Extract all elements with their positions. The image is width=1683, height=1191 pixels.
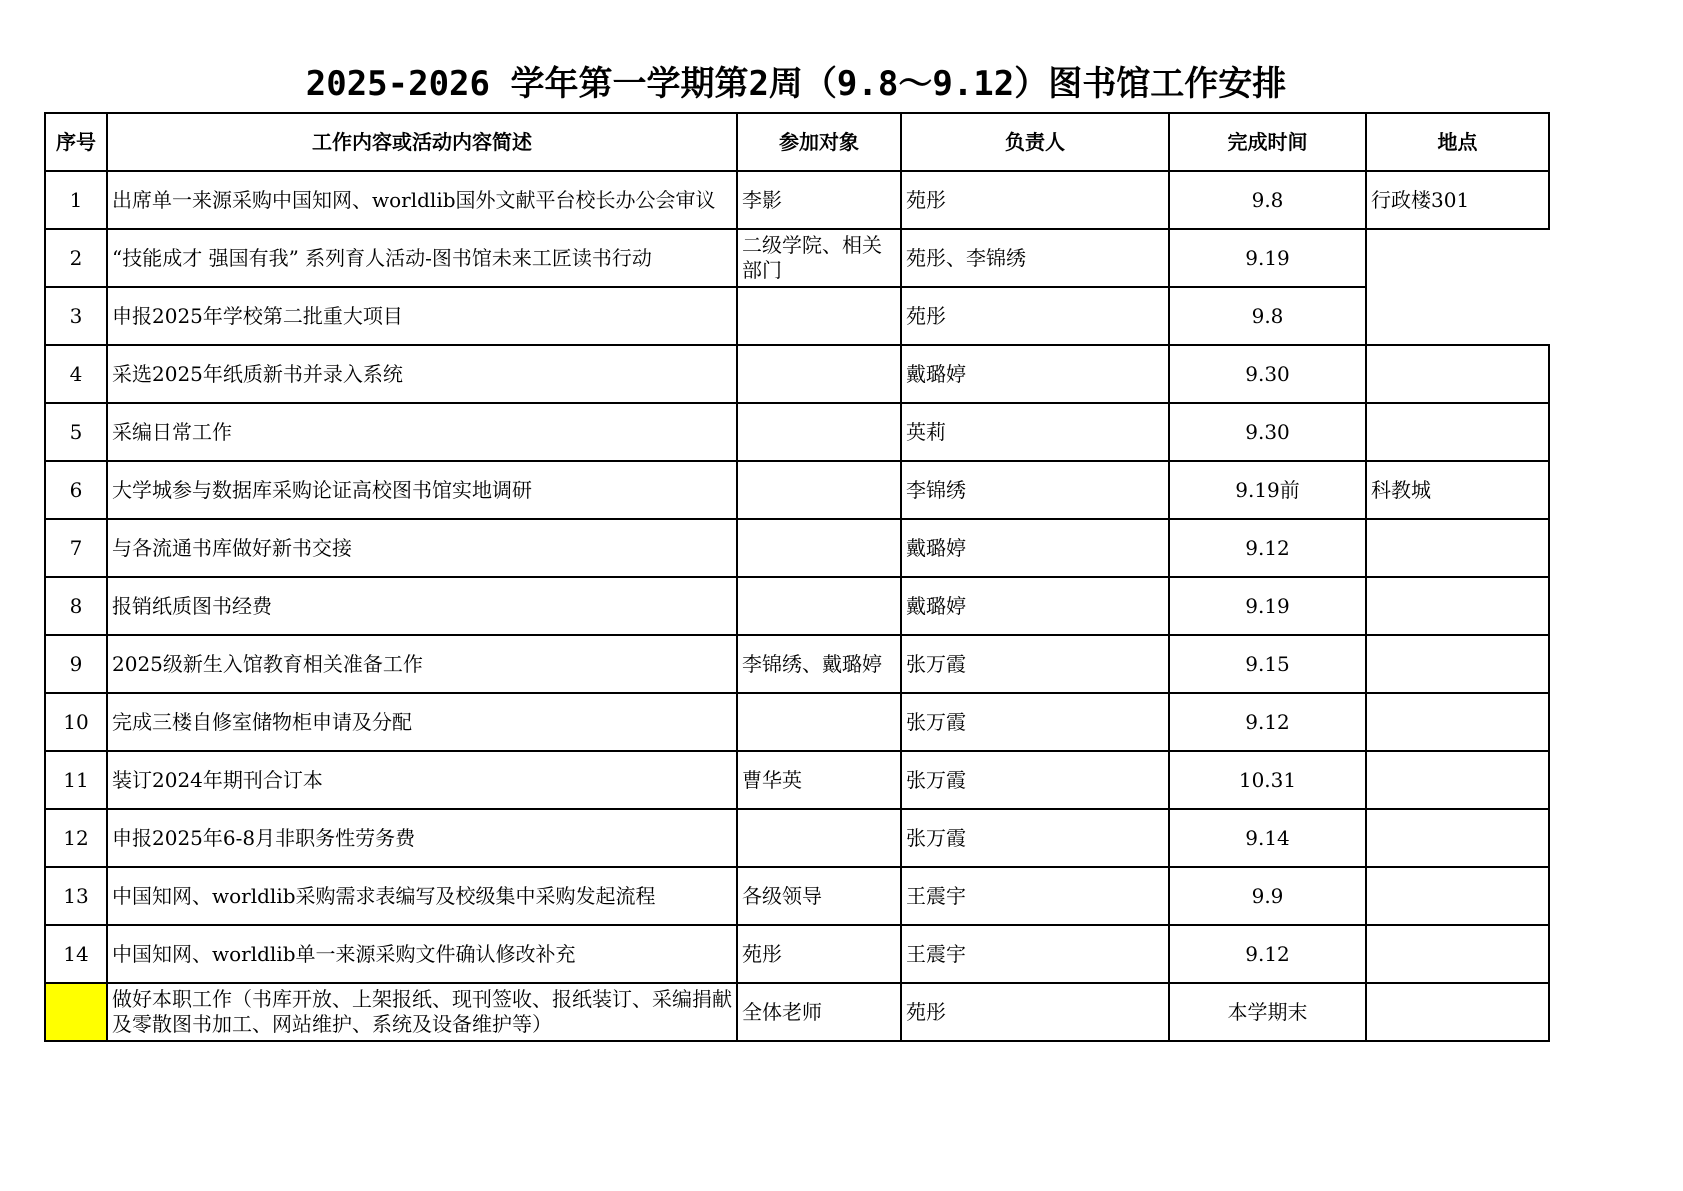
cell-no: 9 [45,635,107,693]
cell-time: 9.30 [1169,403,1366,461]
cell-time: 9.8 [1169,287,1366,345]
cell-participants [737,345,901,403]
cell-content: 大学城参与数据库采购论证高校图书馆实地调研 [107,461,737,519]
cell-content: 报销纸质图书经费 [107,577,737,635]
cell-participants: 各级领导 [737,867,901,925]
page-title: 2025-2026 学年第一学期第2周（9.8～9.12）图书馆工作安排 [305,64,1287,104]
cell-time: 9.19 [1169,577,1366,635]
cell-no: 4 [45,345,107,403]
cell-place [1366,229,1549,345]
cell-owner: 戴璐婷 [901,577,1169,635]
table-row [45,403,1549,461]
cell-no: 3 [45,287,107,345]
cell-time: 9.14 [1169,809,1366,867]
cell-owner: 王震宇 [901,925,1169,983]
cell-participants [737,287,901,345]
cell-content: 中国知网、worldlib采购需求表编写及校级集中采购发起流程 [107,867,737,925]
table-row [45,925,1549,983]
cell-time: 10.31 [1169,751,1366,809]
header-place: 地点 [1366,113,1549,171]
cell-content: 采编日常工作 [107,403,737,461]
cell-owner: 李锦绣 [901,461,1169,519]
schedule-table [44,112,1550,1042]
cell-owner: 苑彤 [901,287,1169,345]
header-content: 工作内容或活动内容简述 [107,113,737,171]
cell-no: 8 [45,577,107,635]
cell-place [1366,867,1549,925]
cell-content: “技能成才 强国有我” 系列育人活动-图书馆未来工匠读书行动 [107,229,737,287]
cell-no: 6 [45,461,107,519]
cell-place [1366,403,1549,461]
cell-no: 5 [45,403,107,461]
cell-place [1366,693,1549,751]
cell-participants: 苑彤 [737,925,901,983]
cell-time: 9.30 [1169,345,1366,403]
cell-participants: 曹华英 [737,751,901,809]
cell-place [1366,983,1549,1041]
cell-participants [737,461,901,519]
cell-owner: 苑彤 [901,171,1169,229]
table-row [45,693,1549,751]
header-row [45,113,1549,171]
cell-time: 9.12 [1169,925,1366,983]
table-row [45,171,1549,229]
cell-owner: 张万霞 [901,693,1169,751]
table-row [45,809,1549,867]
cell-owner: 张万霞 [901,809,1169,867]
cell-participants: 李影 [737,171,901,229]
cell-time: 9.9 [1169,867,1366,925]
cell-no: 12 [45,809,107,867]
cell-content: 申报2025年学校第二批重大项目 [107,287,737,345]
header-participants: 参加对象 [737,113,901,171]
cell-time: 9.12 [1169,693,1366,751]
cell-owner: 英莉 [901,403,1169,461]
table-row [45,983,1549,1041]
cell-place: 科教城 [1366,461,1549,519]
cell-place [1366,519,1549,577]
cell-no: 1 [45,171,107,229]
table-row [45,635,1549,693]
cell-owner: 苑彤、李锦绣 [901,229,1169,287]
cell-content: 采选2025年纸质新书并录入系统 [107,345,737,403]
cell-owner: 戴璐婷 [901,519,1169,577]
cell-content: 完成三楼自修室储物柜申请及分配 [107,693,737,751]
table-row [45,867,1549,925]
cell-participants: 李锦绣、戴璐婷 [737,635,901,693]
cell-owner: 张万霞 [901,635,1169,693]
cell-no-highlighted [45,983,107,1041]
table-row [45,577,1549,635]
table-row [45,751,1549,809]
header-owner: 负责人 [901,113,1169,171]
cell-owner: 苑彤 [901,983,1169,1041]
cell-no: 11 [45,751,107,809]
cell-participants [737,809,901,867]
cell-content: 与各流通书库做好新书交接 [107,519,737,577]
cell-no: 2 [45,229,107,287]
cell-owner: 王震宇 [901,867,1169,925]
cell-owner: 张万霞 [901,751,1169,809]
cell-place [1366,751,1549,809]
cell-no: 13 [45,867,107,925]
cell-participants: 全体老师 [737,983,901,1041]
cell-place [1366,809,1549,867]
cell-owner: 戴璐婷 [901,345,1169,403]
cell-time: 9.19 [1169,229,1366,287]
header-no: 序号 [45,113,107,171]
cell-content: 2025级新生入馆教育相关准备工作 [107,635,737,693]
table-row [45,345,1549,403]
cell-no: 10 [45,693,107,751]
cell-participants [737,693,901,751]
table-row [45,287,1549,345]
cell-participants [737,403,901,461]
table-row [45,229,1549,287]
cell-participants [737,519,901,577]
cell-time: 本学期末 [1169,983,1366,1041]
cell-content: 做好本职工作（书库开放、上架报纸、现刊签收、报纸装订、采编捐献及零散图书加工、网站维护、系统及设备维护等） [107,983,737,1041]
table-row [45,519,1549,577]
cell-participants [737,577,901,635]
cell-time: 9.19前 [1169,461,1366,519]
cell-place [1366,577,1549,635]
cell-content: 装订2024年期刊合订本 [107,751,737,809]
cell-place [1366,345,1549,403]
cell-place: 行政楼301 [1366,171,1549,229]
cell-no: 14 [45,925,107,983]
cell-content: 出席单一来源采购中国知网、worldlib国外文献平台校长办公会审议 [107,171,737,229]
table-row [45,461,1549,519]
cell-content: 申报2025年6-8月非职务性劳务费 [107,809,737,867]
cell-content: 中国知网、worldlib单一来源采购文件确认修改补充 [107,925,737,983]
cell-no: 7 [45,519,107,577]
header-time: 完成时间 [1169,113,1366,171]
cell-place [1366,925,1549,983]
cell-place [1366,635,1549,693]
cell-time: 9.8 [1169,171,1366,229]
cell-time: 9.15 [1169,635,1366,693]
cell-participants: 二级学院、相关部门 [737,229,901,287]
cell-time: 9.12 [1169,519,1366,577]
